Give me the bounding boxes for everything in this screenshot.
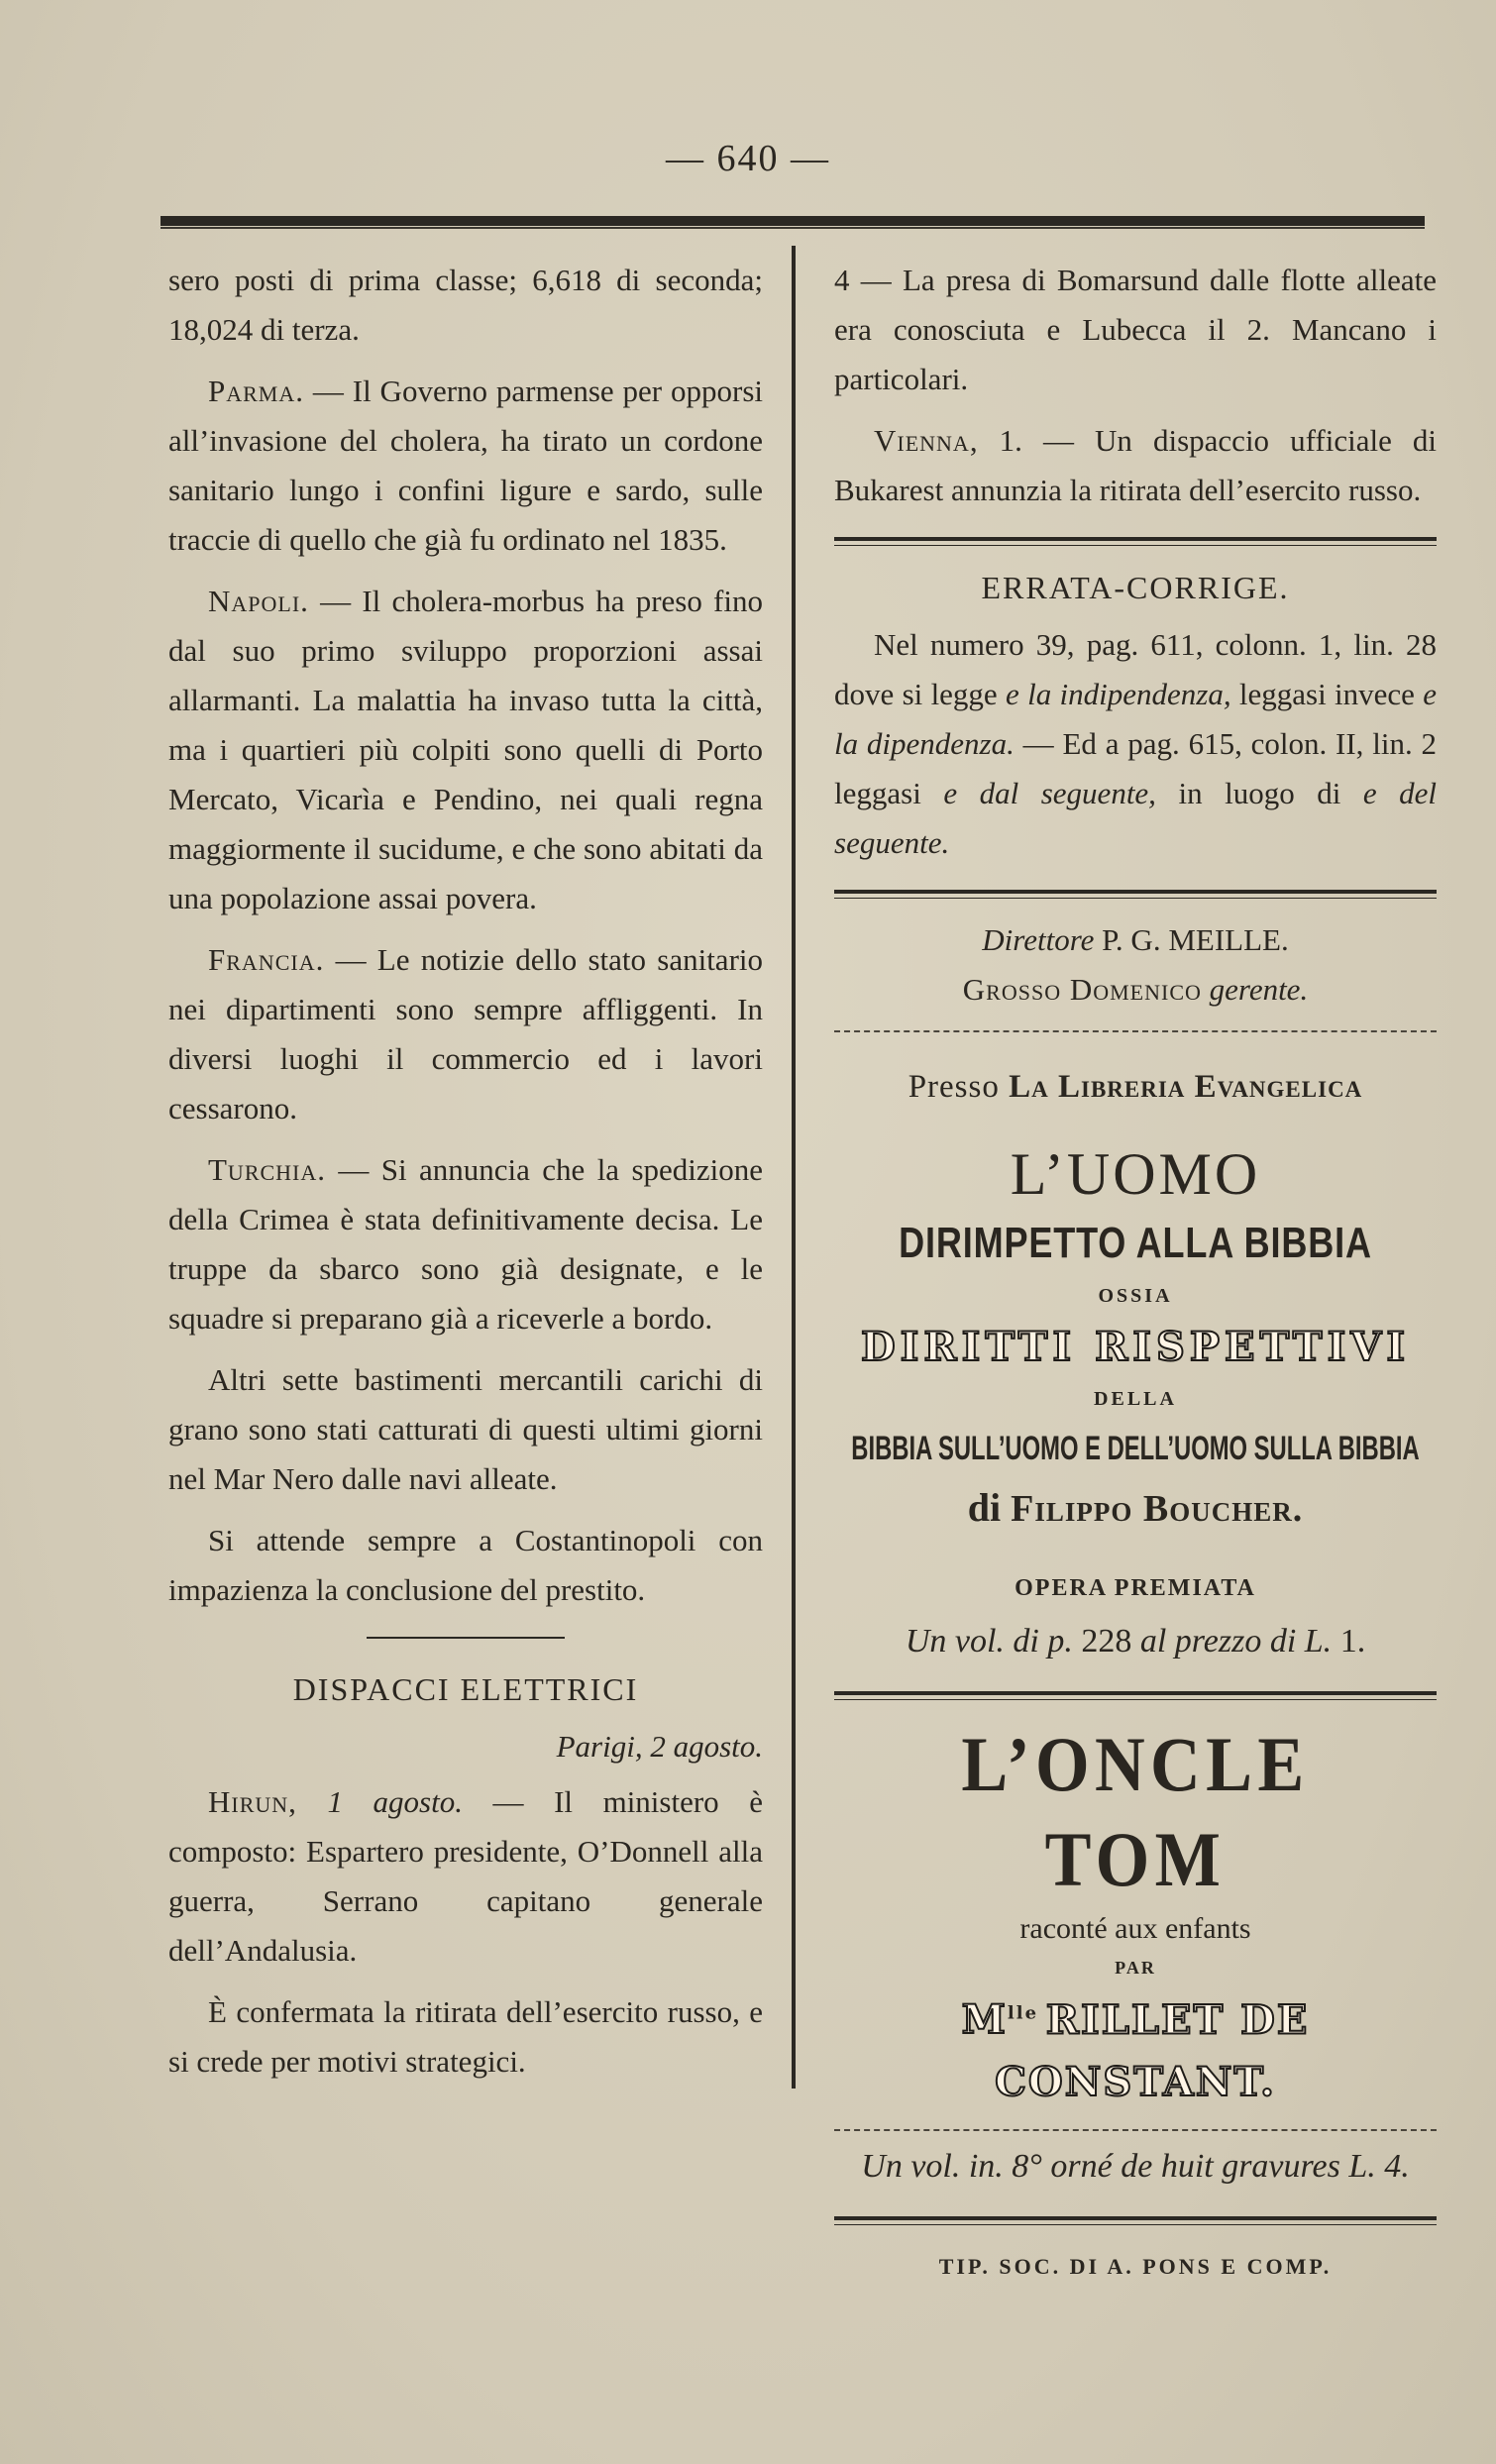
right-column: [834, 256, 1437, 2292]
text-turchia: — Si annuncia che la spedizione della Crimea è stata definitivamente decisa. Le truppe da sbarco sono già designate, e le squadre si preparano già a riceverle a bordo.: [168, 1152, 764, 1336]
errata-title: ERRATA-CORRIGE.: [981, 570, 1290, 605]
errata-text-b: e la indipendenza,: [1006, 677, 1231, 711]
footer-rule: [834, 2216, 1437, 2220]
paragraph-parma: [168, 367, 763, 565]
text-bomarsund: — La presa di Bomarsund dalle flotte alleate era conosciuta e Lubecca il 2. Mancano i particolari.: [834, 263, 1437, 396]
direttore-line: [834, 915, 1437, 965]
paragraph-altri: Altri sette bastimenti mercantili carichi di grano sono stati catturati di questi ultimi giorni nel Mar Nero dalle navi alleate.: [168, 1362, 763, 1496]
paragraph-vienna: [834, 416, 1437, 515]
heading-napoli: Napoli.: [208, 584, 309, 618]
ad-rule: [834, 1691, 1437, 1695]
errata-text-h: e del seguente.: [834, 776, 1437, 860]
heading-parma: Parma.: [208, 374, 305, 408]
heading-turchia: Turchia.: [208, 1152, 327, 1187]
heading-hirun: Hirun,: [208, 1784, 297, 1819]
ad1-vol-line: [834, 1614, 1437, 1669]
paragraph-bomarsund: [834, 256, 1437, 404]
ad-separator: [834, 1030, 1437, 1032]
errata-text-c: leggasi invece: [1238, 677, 1415, 711]
dateline-parigi: Parigi, 2 agosto.: [556, 1729, 763, 1764]
left-column: [168, 256, 763, 2098]
text-francia: — Le notizie dello stato sanitario nei dipartimenti sono sempre affliggenti. In diversi luoghi il commercio ed i lavori cessarono.: [168, 942, 763, 1125]
ad2-author: RILLET DE CONSTANT.: [995, 1996, 1310, 2106]
ad2-author-line: [834, 1984, 1437, 2115]
text-parma: — Il Governo parmense per opporsi all’invasione del cholera, ha tirato un cordone sanitario lungo i confini ligure e sardo, sulle traccie di quello che già fu ordinato nel 1835.: [168, 374, 763, 557]
presso-line: [834, 1062, 1437, 1112]
paragraph-turchia: [168, 1145, 763, 1343]
ad1-bibbia-line: BIBBIA SULL’UOMO E DELL’UOMO SULLA BIBBIA: [851, 1430, 1420, 1467]
errata-text-a: Nel numero 39, pag. 611, colonn. 1, lin. 28 dove si legge: [834, 627, 1437, 711]
ad2-par: PAR: [1115, 1958, 1156, 1978]
footnote-mark: 4: [834, 263, 850, 297]
ad1-ossia: OSSIA: [1098, 1285, 1173, 1307]
paragraph-errata: [834, 620, 1437, 868]
ad2-mlle-m: M: [961, 1996, 1008, 2044]
ad1-vol-b: al prezzo di L.: [1139, 1623, 1333, 1660]
errata-text-f: e dal seguente,: [943, 776, 1156, 810]
paragraph-francia: [168, 935, 763, 1133]
ad2-mlle: [962, 1996, 1038, 2043]
direttore-label: Direttore: [982, 922, 1095, 957]
direttore-rule: [834, 890, 1437, 894]
ad1-vol-c: 1.: [1339, 1623, 1366, 1660]
ad2-mlle-sup: lle: [1007, 2003, 1039, 2024]
ad1-author: Filippo Boucher.: [1011, 1488, 1304, 1530]
ad1-title: L’UOMO: [1010, 1141, 1261, 1207]
libreria-name: La Libreria Evangelica: [1009, 1069, 1363, 1105]
header-rule: [160, 216, 1425, 226]
ad2-separator: [834, 2129, 1437, 2131]
text-vienna: 1. — Un dispaccio ufficiale di Bukarest annunzia la ritirata dell’esercito russo.: [834, 423, 1438, 507]
ad1-della: DELLA: [1094, 1388, 1177, 1410]
section-rule: [367, 1637, 565, 1639]
presso-label: Presso: [908, 1069, 1000, 1105]
paragraph-posti: sero posti di prima classe; 6,618 di seconda; 18,024 di terza.: [168, 263, 763, 347]
ad1-opera: OPERA PREMIATA: [1015, 1575, 1256, 1601]
errata-text-d: e la dipendenza.: [834, 677, 1438, 761]
ad2-title: L’ONCLE TOM: [961, 1721, 1310, 1902]
column-divider: [792, 246, 796, 2089]
paragraph-hirun: [168, 1777, 763, 1976]
ad2-vol: Un vol. in. 8° orné de huit gravures L. 4.: [861, 2148, 1410, 2186]
paragraph-costantinopoli: Si attende sempre a Costantinopoli con impazienza la conclusione del prestito.: [168, 1523, 763, 1607]
text-hirun: — Il ministero è composto: Espartero presidente, O’Donnell alla guerra, Serrano capitano generale dell’Andalusia.: [168, 1784, 763, 1968]
printer-imprint: TIP. SOC. DI A. PONS E COMP.: [938, 2254, 1333, 2280]
gerente-name: Grosso Domenico: [962, 972, 1202, 1007]
text-napoli: — Il cholera-morbus ha preso fino dal suo primo sviluppo proporzioni assai allarmanti. La malattia ha invaso tutta la città, ma i quartieri più colpiti sono quelli di Porto Mercato, Vicarìa e Pendino, nei quali regna maggiormente il sucidume, e che sono abitati da una popolazione assai povera.: [168, 584, 763, 915]
gerente-label: gerente.: [1209, 972, 1309, 1007]
ad1-diritti: DIRITTI RISPETTIVI: [860, 1324, 1411, 1370]
heading-francia: Francia.: [208, 942, 325, 977]
direttore-name: P. G. MEILLE.: [1102, 922, 1289, 957]
ad2-raconte: raconté aux enfants: [1019, 1912, 1251, 1945]
errata-text-e: — Ed a pag. 615, colon. II, lin. 2 leggasi: [834, 726, 1438, 810]
errata-text-g: in luogo di: [1178, 776, 1341, 810]
paragraph-napoli: [168, 577, 763, 923]
heading-vienna: Vienna,: [874, 423, 979, 458]
errata-rule: [834, 537, 1437, 541]
ad1-di: di: [967, 1485, 1002, 1530]
ad1-vol-a: Un vol. di p.: [905, 1623, 1073, 1660]
paragraph-confermata: È confermata la ritirata dell’esercito russo, e si crede per motivi strategici.: [168, 1994, 763, 2079]
date-hirun: 1 agosto.: [327, 1784, 463, 1819]
gerente-line: [834, 965, 1437, 1015]
page-number: — 640 —: [666, 138, 830, 179]
dispacci-title: DISPACCI ELETTRICI: [292, 1671, 639, 1707]
ad1-author-line: [834, 1476, 1437, 1541]
ad1-subtitle: DIRIMPETTO ALLA BIBBIA: [899, 1219, 1372, 1267]
ad1-vol-n: 228: [1081, 1623, 1132, 1660]
